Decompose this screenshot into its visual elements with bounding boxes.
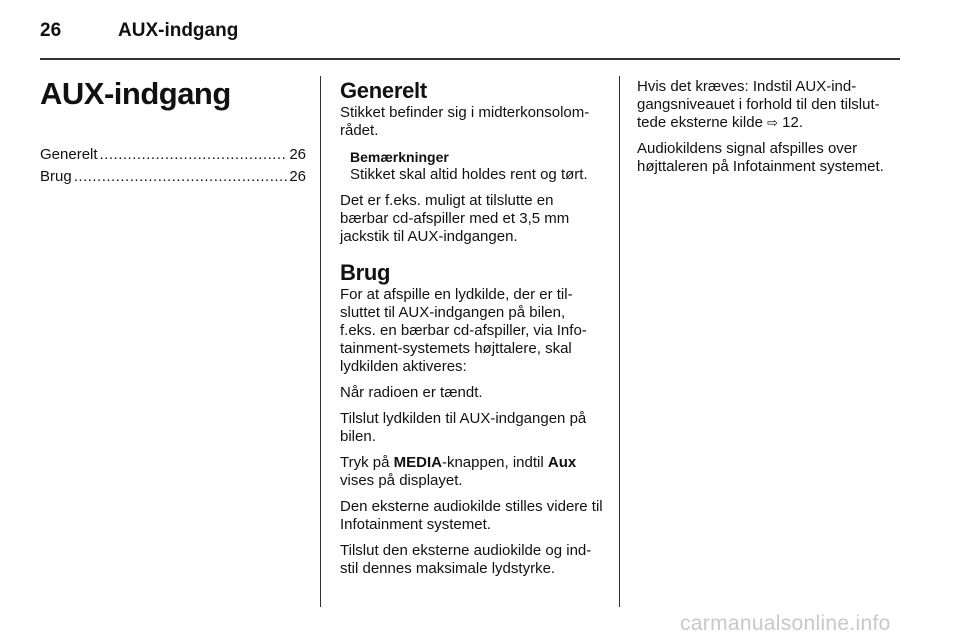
paragraph: Når radioen er tændt. xyxy=(340,384,483,401)
text-run: Tryk på xyxy=(340,454,394,471)
text-run: -knappen, indtil xyxy=(441,454,548,471)
page-reference-arrow-icon: ⇨ xyxy=(767,115,778,130)
note-text: Stikket skal altid holdes rent og tørt. xyxy=(350,166,588,183)
column-divider-2 xyxy=(619,76,620,607)
paragraph: Tilslut den eksterne audiokilde og ind-stil dennes maksimale lydstyrke. xyxy=(340,542,592,577)
paragraph-aux-level xyxy=(637,78,902,132)
paragraph: Den eksterne audiokilde stilles videre til Infotainment systemet. xyxy=(340,498,603,533)
chapter-title: AUX-indgang xyxy=(40,76,231,111)
toc-leader-dots xyxy=(74,166,288,188)
content-column-middle xyxy=(340,78,605,586)
text-run: vises på displayet. xyxy=(340,472,463,489)
page-reference[interactable]: 12. xyxy=(777,114,804,131)
toc-leader-dots xyxy=(100,144,288,166)
header-rule xyxy=(40,58,900,60)
toc-page-number: 26 xyxy=(289,168,306,185)
paragraph: Det er f.eks. muligt at tilslutte en bærbar cd-afspiller med et 3,5 mm jackstik til AUX-indgangen. xyxy=(340,192,570,245)
column-divider-1 xyxy=(320,76,321,607)
toc-label: Brug xyxy=(40,168,72,185)
page-number: 26 xyxy=(40,20,62,41)
toc-page-number: 26 xyxy=(289,146,306,163)
content-column-right xyxy=(637,78,902,184)
toc-entry-generelt[interactable] xyxy=(40,144,306,166)
paragraph: Tilslut lydkilden til AUX-indgangen på bilen. xyxy=(340,410,587,445)
running-title: AUX-indgang xyxy=(118,20,239,41)
chapter-column xyxy=(40,74,306,188)
paragraph-media-instruction xyxy=(340,454,605,490)
section-heading-generelt: Generelt xyxy=(340,78,427,103)
aux-display-label: Aux xyxy=(547,454,577,471)
paragraph: For at afspille en lydkilde, der er til-sluttet til AUX-indgangen på bilen, f.eks. en bærbar cd-afspiller, via Info-tainment-systemets højttalere, skal lydkilden aktiveres: xyxy=(340,286,587,375)
note-heading: Bemærkninger xyxy=(350,149,449,165)
paragraph: Audiokildens signal afspilles over højttaleren på Infotainment systemet. xyxy=(637,140,884,175)
media-button-label: MEDIA xyxy=(393,454,442,471)
watermark: carmanualsonline.info xyxy=(680,612,891,635)
page-header xyxy=(40,20,900,48)
paragraph: Stikket befinder sig i midterkonsolom-rådet. xyxy=(340,104,590,139)
section-heading-brug: Brug xyxy=(340,260,391,285)
text-run: Hvis det kræves: Indstil AUX-ind-gangsniveauet i forhold til den tilslut-tede eksterne kilde xyxy=(637,78,880,131)
toc-label: Generelt xyxy=(40,146,98,163)
note-box xyxy=(350,148,605,184)
toc-entry-brug[interactable] xyxy=(40,166,306,188)
